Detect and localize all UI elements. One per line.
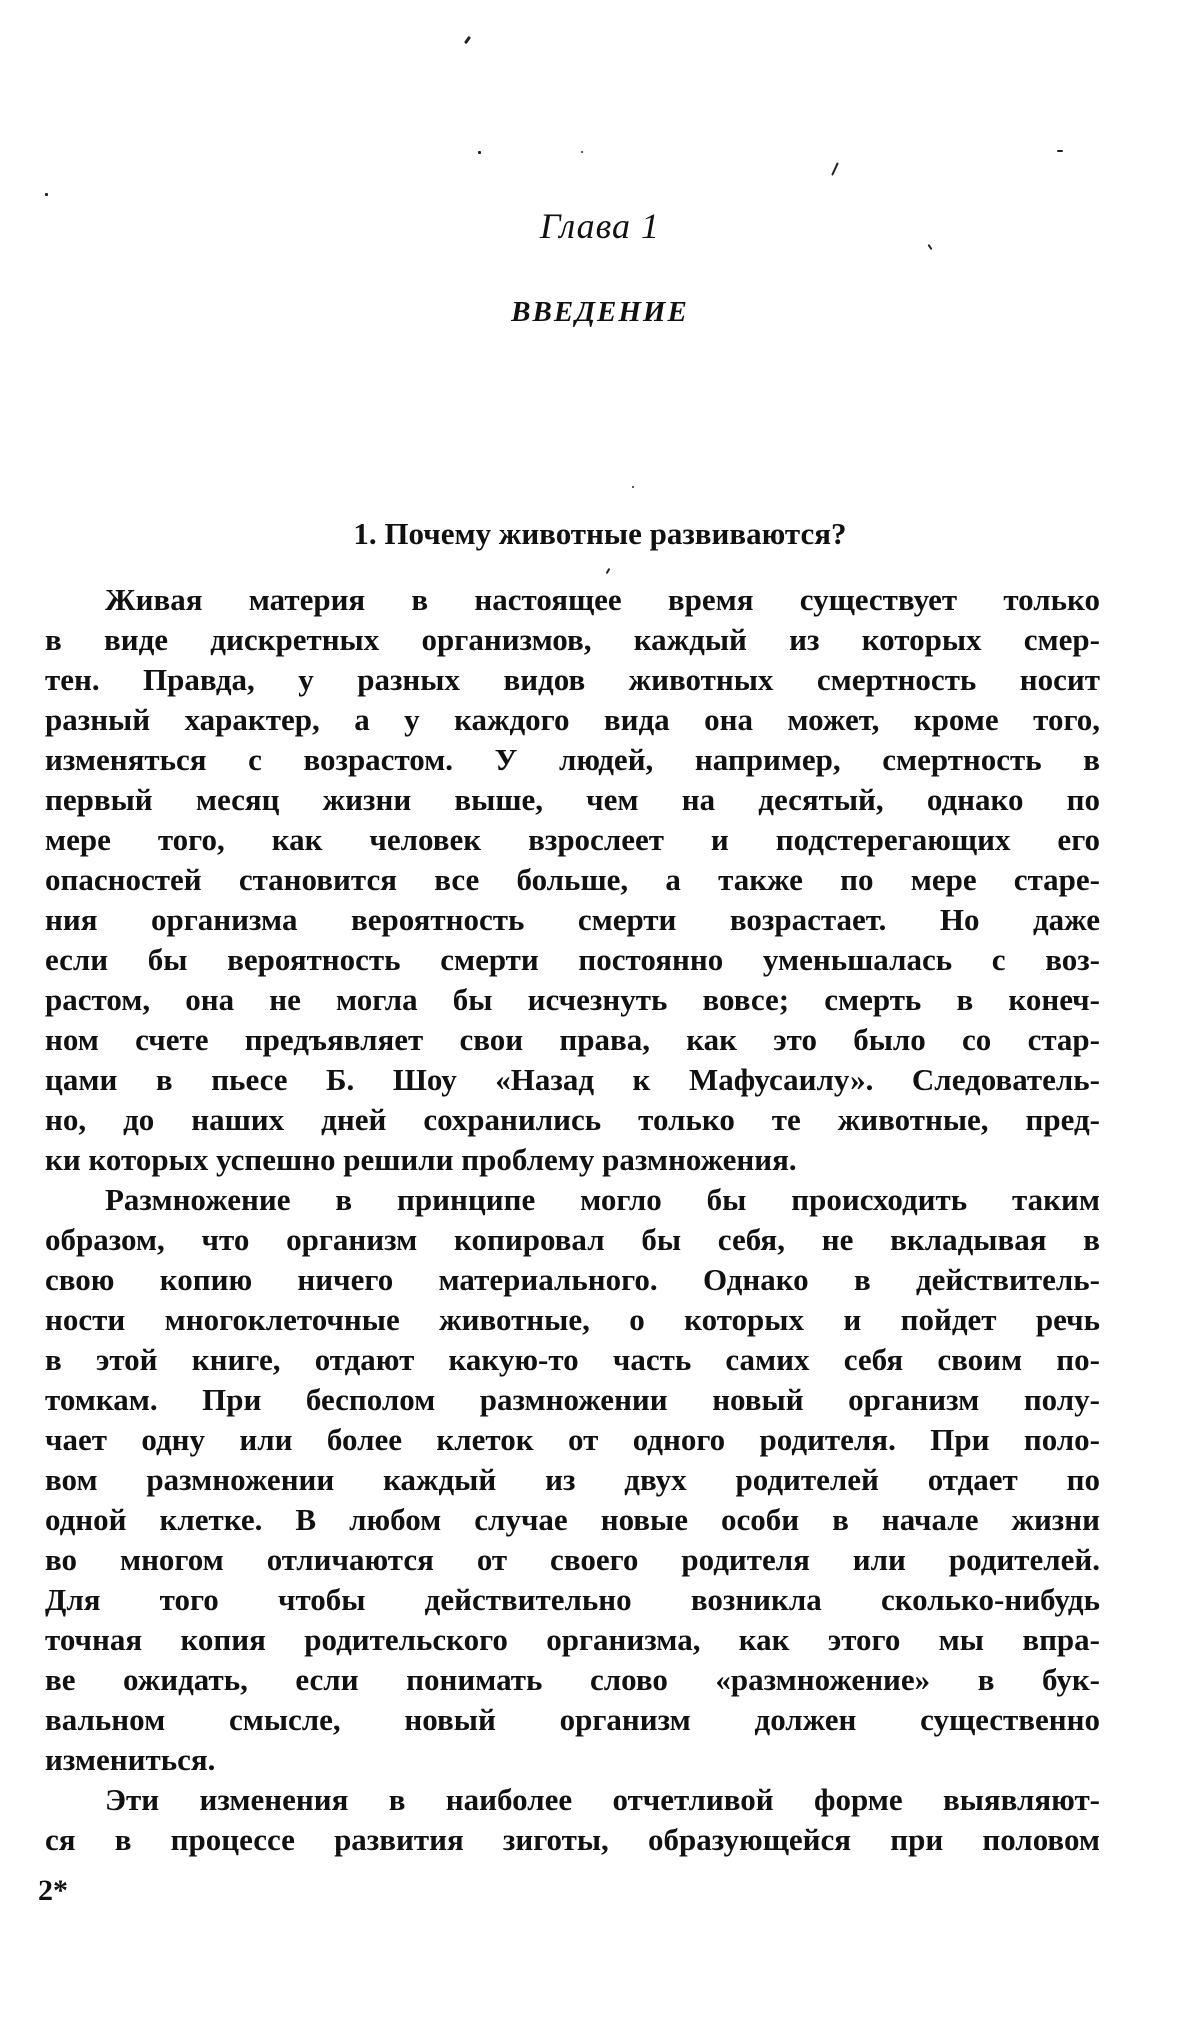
chapter-label: Глава 1 <box>0 205 1200 247</box>
scan-speck <box>464 36 471 44</box>
text-line: если бы вероятность смерти постоянно уменьшалась с воз- <box>45 940 1100 980</box>
scan-speck <box>581 151 583 153</box>
text-line: ном счете предъявляет свои права, как это было со стар- <box>45 1020 1100 1060</box>
book-page <box>0 0 1200 2023</box>
text-line: ния организма вероятность смерти возрастает. Но даже <box>45 900 1100 940</box>
page-number: 2* <box>38 1874 68 1908</box>
text-line: чает одну или более клеток от одного родителя. При поло- <box>45 1420 1100 1460</box>
text-line: но, до наших дней сохранились только те животные, пред- <box>45 1100 1100 1140</box>
text-line: во многом отличаются от своего родителя или родителей. <box>45 1540 1100 1580</box>
text-line: Для того чтобы действительно возникла сколько-нибудь <box>45 1580 1100 1620</box>
section-heading: 1. Почему животные развиваются? <box>0 516 1200 552</box>
text-line: измениться. <box>45 1740 1100 1780</box>
scan-speck <box>1057 150 1063 152</box>
text-line: ки которых успешно решили проблему размножения. <box>45 1140 1100 1180</box>
text-line: опасностей становится все больше, а также по мере старе- <box>45 860 1100 900</box>
scan-speck <box>632 486 634 488</box>
text-line: образом, что организм копировал бы себя, не вкладывая в <box>45 1220 1100 1260</box>
text-line: свою копию ничего материального. Однако в действитель- <box>45 1260 1100 1300</box>
text-line: ся в процессе развития зиготы, образующейся при половом <box>45 1820 1100 1860</box>
text-line: в виде дискретных организмов, каждый из которых смер- <box>45 620 1100 660</box>
text-line: в этой книге, отдают какую-то часть самих себя своим по- <box>45 1340 1100 1380</box>
text-line: растом, она не могла бы исчезнуть вовсе; смерть в конеч- <box>45 980 1100 1020</box>
text-line: Эти изменения в наиболее отчетливой форме выявляют- <box>45 1780 1100 1820</box>
text-line: ве ожидать, если понимать слово «размножение» в бук- <box>45 1660 1100 1700</box>
text-line: вом размножении каждый из двух родителей отдает по <box>45 1460 1100 1500</box>
text-line: мере того, как человек взрослеет и подстерегающих его <box>45 820 1100 860</box>
chapter-title: ВВЕДЕНИЕ <box>0 296 1200 329</box>
text-line: томкам. При бесполом размножении новый организм полу- <box>45 1380 1100 1420</box>
paragraph <box>45 1780 1100 1860</box>
text-line: изменяться с возрастом. У людей, например, смертность в <box>45 740 1100 780</box>
text-line: Живая материя в настоящее время существует только <box>45 580 1100 620</box>
scan-speck <box>478 151 481 154</box>
text-line: Размножение в принципе могло бы происходить таким <box>45 1180 1100 1220</box>
paragraph <box>45 580 1100 1180</box>
scan-speck <box>45 193 48 196</box>
text-line: ности многоклеточные животные, о которых и пойдет речь <box>45 1300 1100 1340</box>
text-line: вальном смысле, новый организм должен существенно <box>45 1700 1100 1740</box>
text-line: разный характер, а у каждого вида она может, кроме того, <box>45 700 1100 740</box>
text-line: одной клетке. В любом случае новые особи в начале жизни <box>45 1500 1100 1540</box>
scan-speck <box>606 568 611 574</box>
paragraph <box>45 1180 1100 1780</box>
text-line: первый месяц жизни выше, чем на десятый, однако по <box>45 780 1100 820</box>
scan-speck <box>831 162 839 176</box>
text-line: тен. Правда, у разных видов животных смертность носит <box>45 660 1100 700</box>
text-line: точная копия родительского организма, как этого мы впра- <box>45 1620 1100 1660</box>
text-line: цами в пьесе Б. Шоу «Назад к Мафусаилу». Следователь- <box>45 1060 1100 1100</box>
